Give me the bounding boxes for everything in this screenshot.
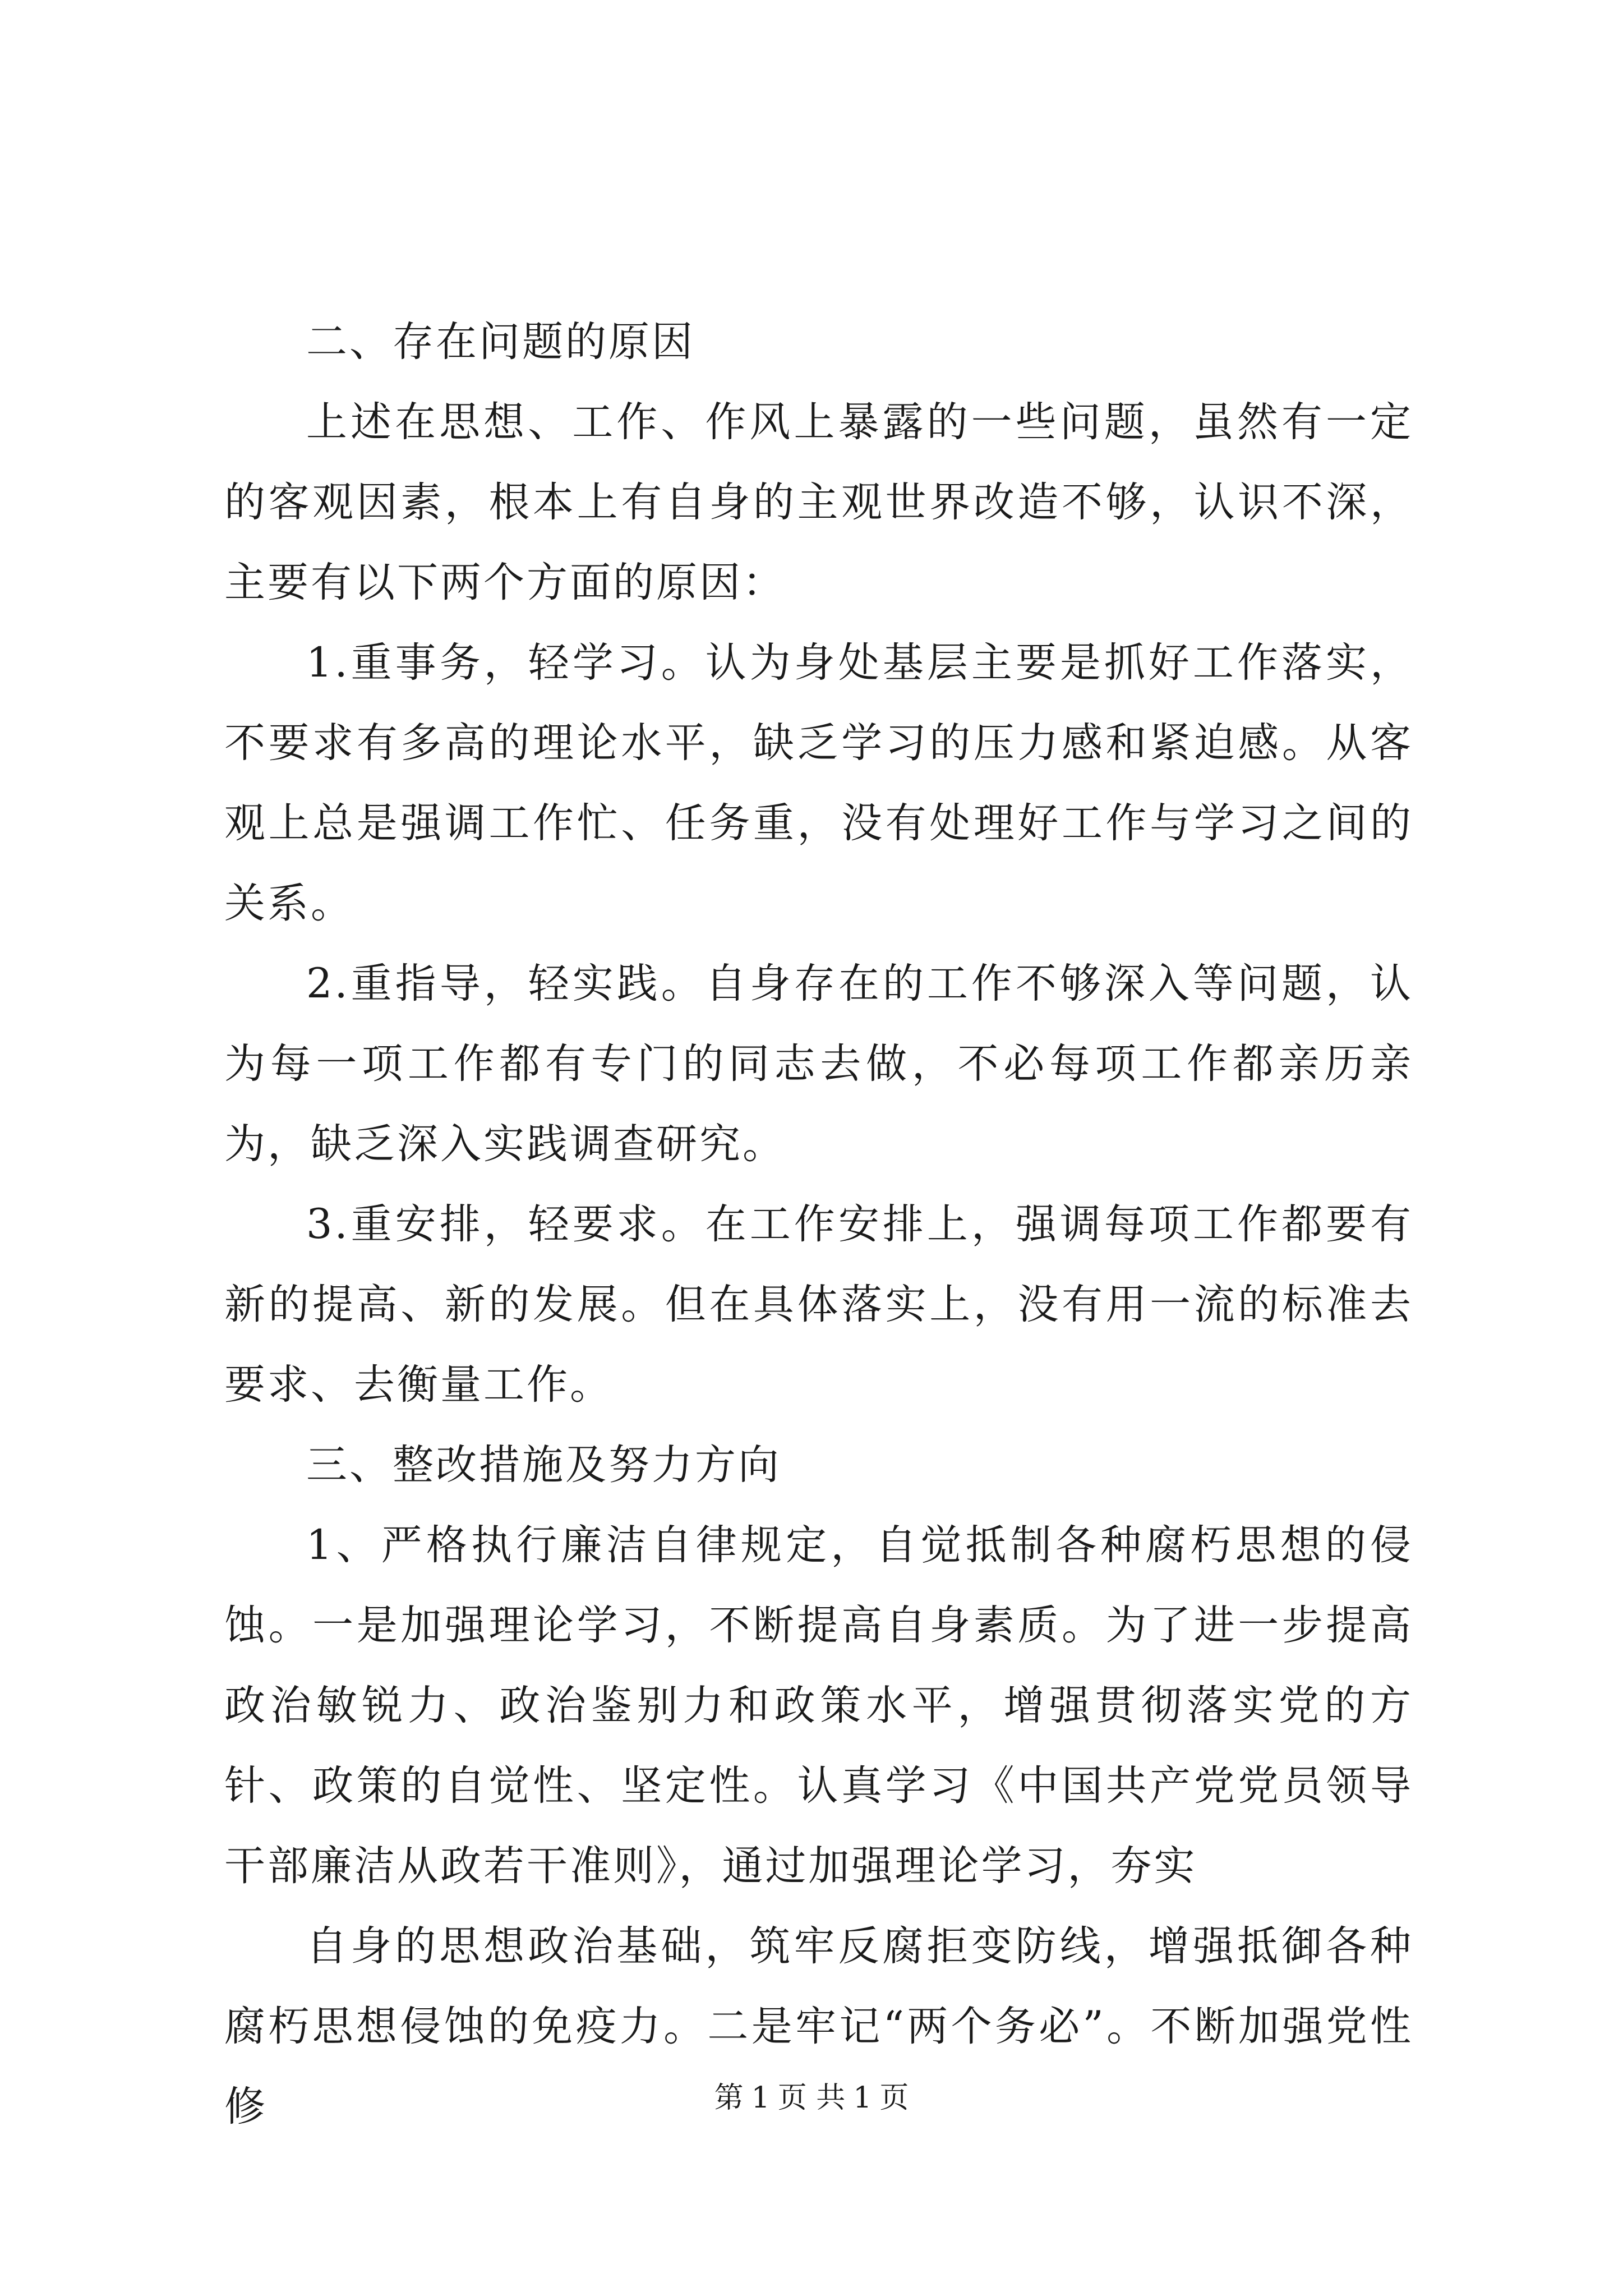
paragraph-intro: 上述在思想、工作、作风上暴露的一些问题，虽然有一定的客观因素，根本上有自身的主观世界改造不够，认识不深，主要有以下两个方面的原因： [224, 398, 1413, 606]
section-heading-causes: 二、存在问题的原因 [306, 318, 695, 366]
paragraph-cause-3: 3.重安排，轻要求。在工作安排上，强调每项工作都要有新的提高、新的发展。但在具体落实上，没有用一流的标准去要求、去衡量工作。 [224, 1200, 1413, 1409]
footer-page-prefix: 第 [714, 2081, 744, 2115]
section-heading-measures: 三、整改措施及努力方向 [306, 1441, 781, 1489]
page-footer [0, 2078, 1623, 2118]
paragraph-cause-1: 1.重事务，轻学习。认为身处基层主要是抓好工作落实，不要求有多高的理论水平，缺乏学习的压力感和紧迫感。从客观上总是强调工作忙、任务重，没有处理好工作与学习之间的关系。 [224, 639, 1413, 927]
footer-page-total: 1 [853, 2081, 872, 2115]
footer-page-mid: 页 共 [777, 2081, 846, 2115]
paragraph-measure-1: 1、严格执行廉洁自律规定，自觉抵制各种腐朽思想的侵蚀。一是加强理论学习，不断提高自身素质。为了进一步提高政治敏锐力、政治鉴别力和政策水平，增强贯彻落实党的方针、政策的自觉性、坚定性。认真学习《中国共产党党员领导干部廉洁从政若干准则》，通过加强理论学习，夯实 [224, 1521, 1413, 1890]
document-body [224, 302, 1413, 2147]
footer-page-number: 1 [751, 2081, 770, 2115]
footer-page-suffix: 页 [879, 2081, 909, 2115]
paragraph-cause-2: 2.重指导，轻实践。自身存在的工作不够深入等问题，认为每一项工作都有专门的同志去做，不必每项工作都亲历亲为，缺乏深入实践调查研究。 [224, 960, 1413, 1168]
paragraph-measure-1-continued: 自身的思想政治基础，筑牢反腐拒变防线，增强抵御各种腐朽思想侵蚀的免疫力。二是牢记“两个务必”。不断加强党性修 [224, 1922, 1413, 2131]
